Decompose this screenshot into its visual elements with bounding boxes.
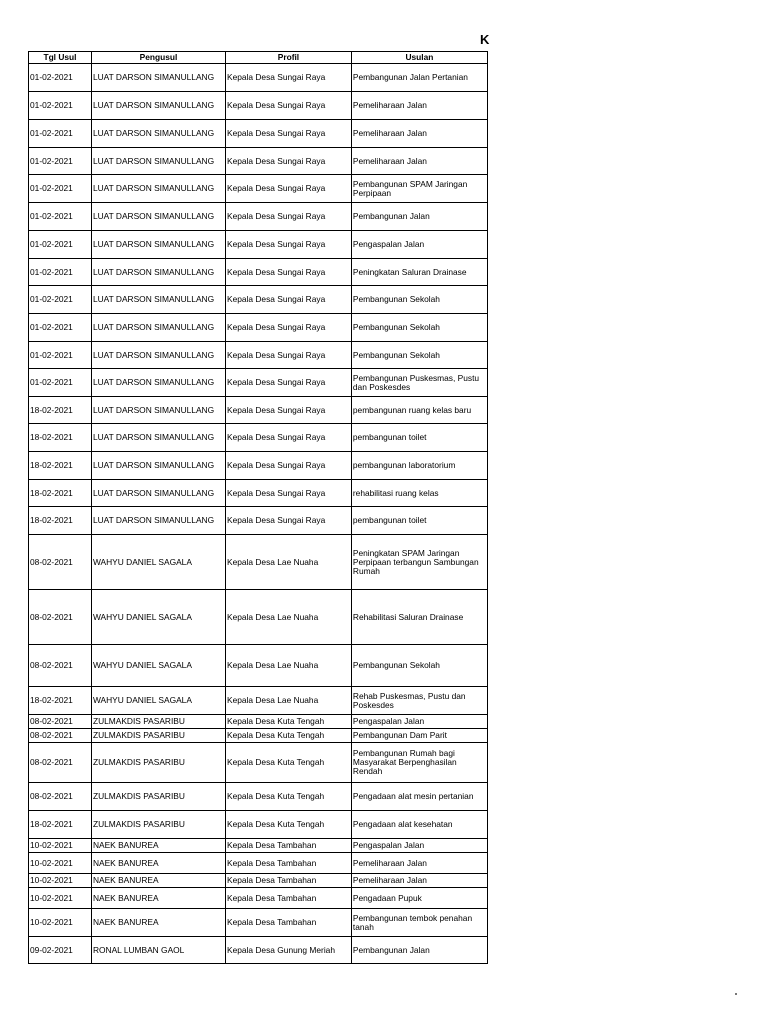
table-row [29,687,488,715]
cell-profil: Kepala Desa Kuta Tengah [225,729,351,743]
cell-tgl-usul: 08-02-2021 [29,535,92,590]
table-body [29,64,488,964]
cell-pengusul: LUAT DARSON SIMANULLANG [91,286,225,314]
cell-pengusul: LUAT DARSON SIMANULLANG [91,64,225,92]
cell-pengusul: NAEK BANUREA [91,839,225,853]
cell-profil: Kepala Desa Kuta Tengah [225,811,351,839]
cell-profil: Kepala Desa Lae Nuaha [225,645,351,687]
cell-profil: Kepala Desa Sungai Raya [225,92,351,120]
table-row [29,175,488,203]
cell-tgl-usul: 01-02-2021 [29,203,92,231]
table-row [29,645,488,687]
table-row [29,369,488,397]
table-row [29,729,488,743]
cell-profil: Kepala Desa Sungai Raya [225,175,351,203]
cell-tgl-usul: 08-02-2021 [29,590,92,645]
table-row [29,811,488,839]
cell-tgl-usul: 01-02-2021 [29,64,92,92]
cell-tgl-usul: 01-02-2021 [29,342,92,369]
cell-usulan: pembangunan toilet [351,424,487,452]
cell-usulan: Pembangunan Dam Parit [351,729,487,743]
cell-tgl-usul: 08-02-2021 [29,715,92,729]
cell-pengusul: WAHYU DANIEL SAGALA [91,535,225,590]
table-row [29,342,488,369]
column-header-usulan: Usulan [351,52,487,64]
cell-usulan: Rehabilitasi Saluran Drainase [351,590,487,645]
page-marker [735,993,737,995]
cell-profil: Kepala Desa Sungai Raya [225,314,351,342]
cell-tgl-usul: 10-02-2021 [29,839,92,853]
cell-pengusul: LUAT DARSON SIMANULLANG [91,259,225,286]
cell-pengusul: LUAT DARSON SIMANULLANG [91,369,225,397]
cell-tgl-usul: 18-02-2021 [29,687,92,715]
cell-profil: Kepala Desa Sungai Raya [225,259,351,286]
cell-usulan: Pembangunan Puskesmas, Pustu dan Poskesdes [351,369,487,397]
cell-tgl-usul: 01-02-2021 [29,259,92,286]
cell-profil: Kepala Desa Tambahan [225,853,351,874]
cell-tgl-usul: 18-02-2021 [29,397,92,424]
cell-profil: Kepala Desa Sungai Raya [225,64,351,92]
cell-usulan: Pembangunan Jalan [351,937,487,964]
cell-profil: Kepala Desa Lae Nuaha [225,535,351,590]
cell-tgl-usul: 10-02-2021 [29,874,92,888]
cell-tgl-usul: 18-02-2021 [29,452,92,480]
cell-pengusul: ZULMAKDIS PASARIBU [91,783,225,811]
cell-tgl-usul: 18-02-2021 [29,424,92,452]
cell-profil: Kepala Desa Sungai Raya [225,369,351,397]
table-row [29,203,488,231]
cell-pengusul: NAEK BANUREA [91,909,225,937]
cell-tgl-usul: 01-02-2021 [29,286,92,314]
table-row [29,120,488,148]
column-header-profil: Profil [225,52,351,64]
cell-tgl-usul: 01-02-2021 [29,314,92,342]
cell-pengusul: LUAT DARSON SIMANULLANG [91,231,225,259]
cell-usulan: Pemeliharaan Jalan [351,148,487,175]
cell-usulan: Pemeliharaan Jalan [351,874,487,888]
cell-profil: Kepala Desa Tambahan [225,909,351,937]
cell-usulan: Pengadaan Pupuk [351,888,487,909]
cell-pengusul: WAHYU DANIEL SAGALA [91,590,225,645]
cell-pengusul: LUAT DARSON SIMANULLANG [91,342,225,369]
cell-usulan: pembangunan toilet [351,507,487,535]
cell-usulan: Pengaspalan Jalan [351,839,487,853]
cell-pengusul: LUAT DARSON SIMANULLANG [91,507,225,535]
cell-pengusul: NAEK BANUREA [91,853,225,874]
cell-tgl-usul: 18-02-2021 [29,811,92,839]
cell-pengusul: LUAT DARSON SIMANULLANG [91,92,225,120]
cell-profil: Kepala Desa Lae Nuaha [225,590,351,645]
page-heading-fragment: K [480,32,490,47]
cell-pengusul: NAEK BANUREA [91,874,225,888]
cell-pengusul: ZULMAKDIS PASARIBU [91,729,225,743]
cell-usulan: Peningkatan Saluran Drainase [351,259,487,286]
cell-pengusul: ZULMAKDIS PASARIBU [91,743,225,783]
cell-usulan: Pembangunan Sekolah [351,314,487,342]
cell-usulan: Pembangunan Jalan Pertanian [351,64,487,92]
table-row [29,937,488,964]
cell-profil: Kepala Desa Tambahan [225,839,351,853]
cell-profil: Kepala Desa Tambahan [225,874,351,888]
cell-pengusul: LUAT DARSON SIMANULLANG [91,175,225,203]
cell-profil: Kepala Desa Sungai Raya [225,148,351,175]
cell-usulan: Pemeliharaan Jalan [351,92,487,120]
table-row [29,535,488,590]
cell-usulan: pembangunan laboratorium [351,452,487,480]
cell-tgl-usul: 10-02-2021 [29,853,92,874]
cell-usulan: Pemeliharaan Jalan [351,120,487,148]
cell-tgl-usul: 01-02-2021 [29,120,92,148]
cell-profil: Kepala Desa Lae Nuaha [225,687,351,715]
cell-usulan: Pemeliharaan Jalan [351,853,487,874]
table-row [29,314,488,342]
cell-usulan: Pembangunan Jalan [351,203,487,231]
cell-profil: Kepala Desa Sungai Raya [225,286,351,314]
cell-profil: Kepala Desa Sungai Raya [225,397,351,424]
table-row [29,853,488,874]
table-row [29,590,488,645]
column-header-pengusul: Pengusul [91,52,225,64]
cell-profil: Kepala Desa Sungai Raya [225,507,351,535]
cell-usulan: Pembangunan Sekolah [351,645,487,687]
cell-profil: Kepala Desa Sungai Raya [225,480,351,507]
table-row [29,839,488,853]
cell-pengusul: WAHYU DANIEL SAGALA [91,645,225,687]
cell-profil: Kepala Desa Tambahan [225,888,351,909]
cell-usulan: Pembangunan SPAM Jaringan Perpipaan [351,175,487,203]
cell-profil: Kepala Desa Gunung Meriah [225,937,351,964]
table-row [29,231,488,259]
cell-tgl-usul: 01-02-2021 [29,92,92,120]
cell-pengusul: LUAT DARSON SIMANULLANG [91,480,225,507]
usulan-table [28,51,488,964]
cell-tgl-usul: 08-02-2021 [29,645,92,687]
cell-usulan: Pembangunan Sekolah [351,342,487,369]
table-row [29,507,488,535]
cell-pengusul: LUAT DARSON SIMANULLANG [91,120,225,148]
cell-tgl-usul: 18-02-2021 [29,507,92,535]
cell-usulan: Pengaspalan Jalan [351,715,487,729]
table-row [29,92,488,120]
cell-usulan: pembangunan ruang kelas baru [351,397,487,424]
cell-pengusul: NAEK BANUREA [91,888,225,909]
cell-tgl-usul: 01-02-2021 [29,369,92,397]
cell-tgl-usul: 10-02-2021 [29,888,92,909]
cell-profil: Kepala Desa Kuta Tengah [225,715,351,729]
table-row [29,715,488,729]
cell-tgl-usul: 08-02-2021 [29,743,92,783]
table-row [29,286,488,314]
cell-profil: Kepala Desa Sungai Raya [225,452,351,480]
table-row [29,452,488,480]
table-row [29,424,488,452]
cell-pengusul: RONAL LUMBAN GAOL [91,937,225,964]
cell-pengusul: LUAT DARSON SIMANULLANG [91,452,225,480]
table-row [29,397,488,424]
cell-profil: Kepala Desa Sungai Raya [225,231,351,259]
table-row [29,743,488,783]
cell-tgl-usul: 09-02-2021 [29,937,92,964]
table-row [29,480,488,507]
table-row [29,888,488,909]
cell-tgl-usul: 08-02-2021 [29,783,92,811]
table-header-row [29,52,488,64]
cell-usulan: Pembangunan Rumah bagi Masyarakat Berpenghasilan Rendah [351,743,487,783]
cell-profil: Kepala Desa Sungai Raya [225,424,351,452]
cell-usulan: Pengadaan alat kesehatan [351,811,487,839]
table-row [29,64,488,92]
cell-profil: Kepala Desa Sungai Raya [225,120,351,148]
cell-pengusul: LUAT DARSON SIMANULLANG [91,203,225,231]
cell-profil: Kepala Desa Sungai Raya [225,342,351,369]
cell-profil: Kepala Desa Kuta Tengah [225,743,351,783]
cell-usulan: Pengaspalan Jalan [351,231,487,259]
cell-pengusul: LUAT DARSON SIMANULLANG [91,424,225,452]
cell-usulan: Rehab Puskesmas, Pustu dan Poskesdes [351,687,487,715]
cell-tgl-usul: 18-02-2021 [29,480,92,507]
table-row [29,783,488,811]
table-row [29,909,488,937]
column-header-tgl-usul: Tgl Usul [29,52,92,64]
cell-profil: Kepala Desa Sungai Raya [225,203,351,231]
cell-tgl-usul: 08-02-2021 [29,729,92,743]
cell-pengusul: ZULMAKDIS PASARIBU [91,811,225,839]
cell-tgl-usul: 01-02-2021 [29,175,92,203]
cell-pengusul: LUAT DARSON SIMANULLANG [91,397,225,424]
cell-usulan: rehabilitasi ruang kelas [351,480,487,507]
cell-pengusul: LUAT DARSON SIMANULLANG [91,314,225,342]
table-row [29,259,488,286]
cell-profil: Kepala Desa Kuta Tengah [225,783,351,811]
cell-tgl-usul: 10-02-2021 [29,909,92,937]
cell-pengusul: WAHYU DANIEL SAGALA [91,687,225,715]
table-row [29,874,488,888]
cell-usulan: Pembangunan Sekolah [351,286,487,314]
cell-usulan: Pengadaan alat mesin pertanian [351,783,487,811]
cell-usulan: Peningkatan SPAM Jaringan Perpipaan terbangun Sambungan Rumah [351,535,487,590]
cell-pengusul: ZULMAKDIS PASARIBU [91,715,225,729]
cell-tgl-usul: 01-02-2021 [29,231,92,259]
table-row [29,148,488,175]
cell-tgl-usul: 01-02-2021 [29,148,92,175]
cell-pengusul: LUAT DARSON SIMANULLANG [91,148,225,175]
cell-usulan: Pembangunan tembok penahan tanah [351,909,487,937]
